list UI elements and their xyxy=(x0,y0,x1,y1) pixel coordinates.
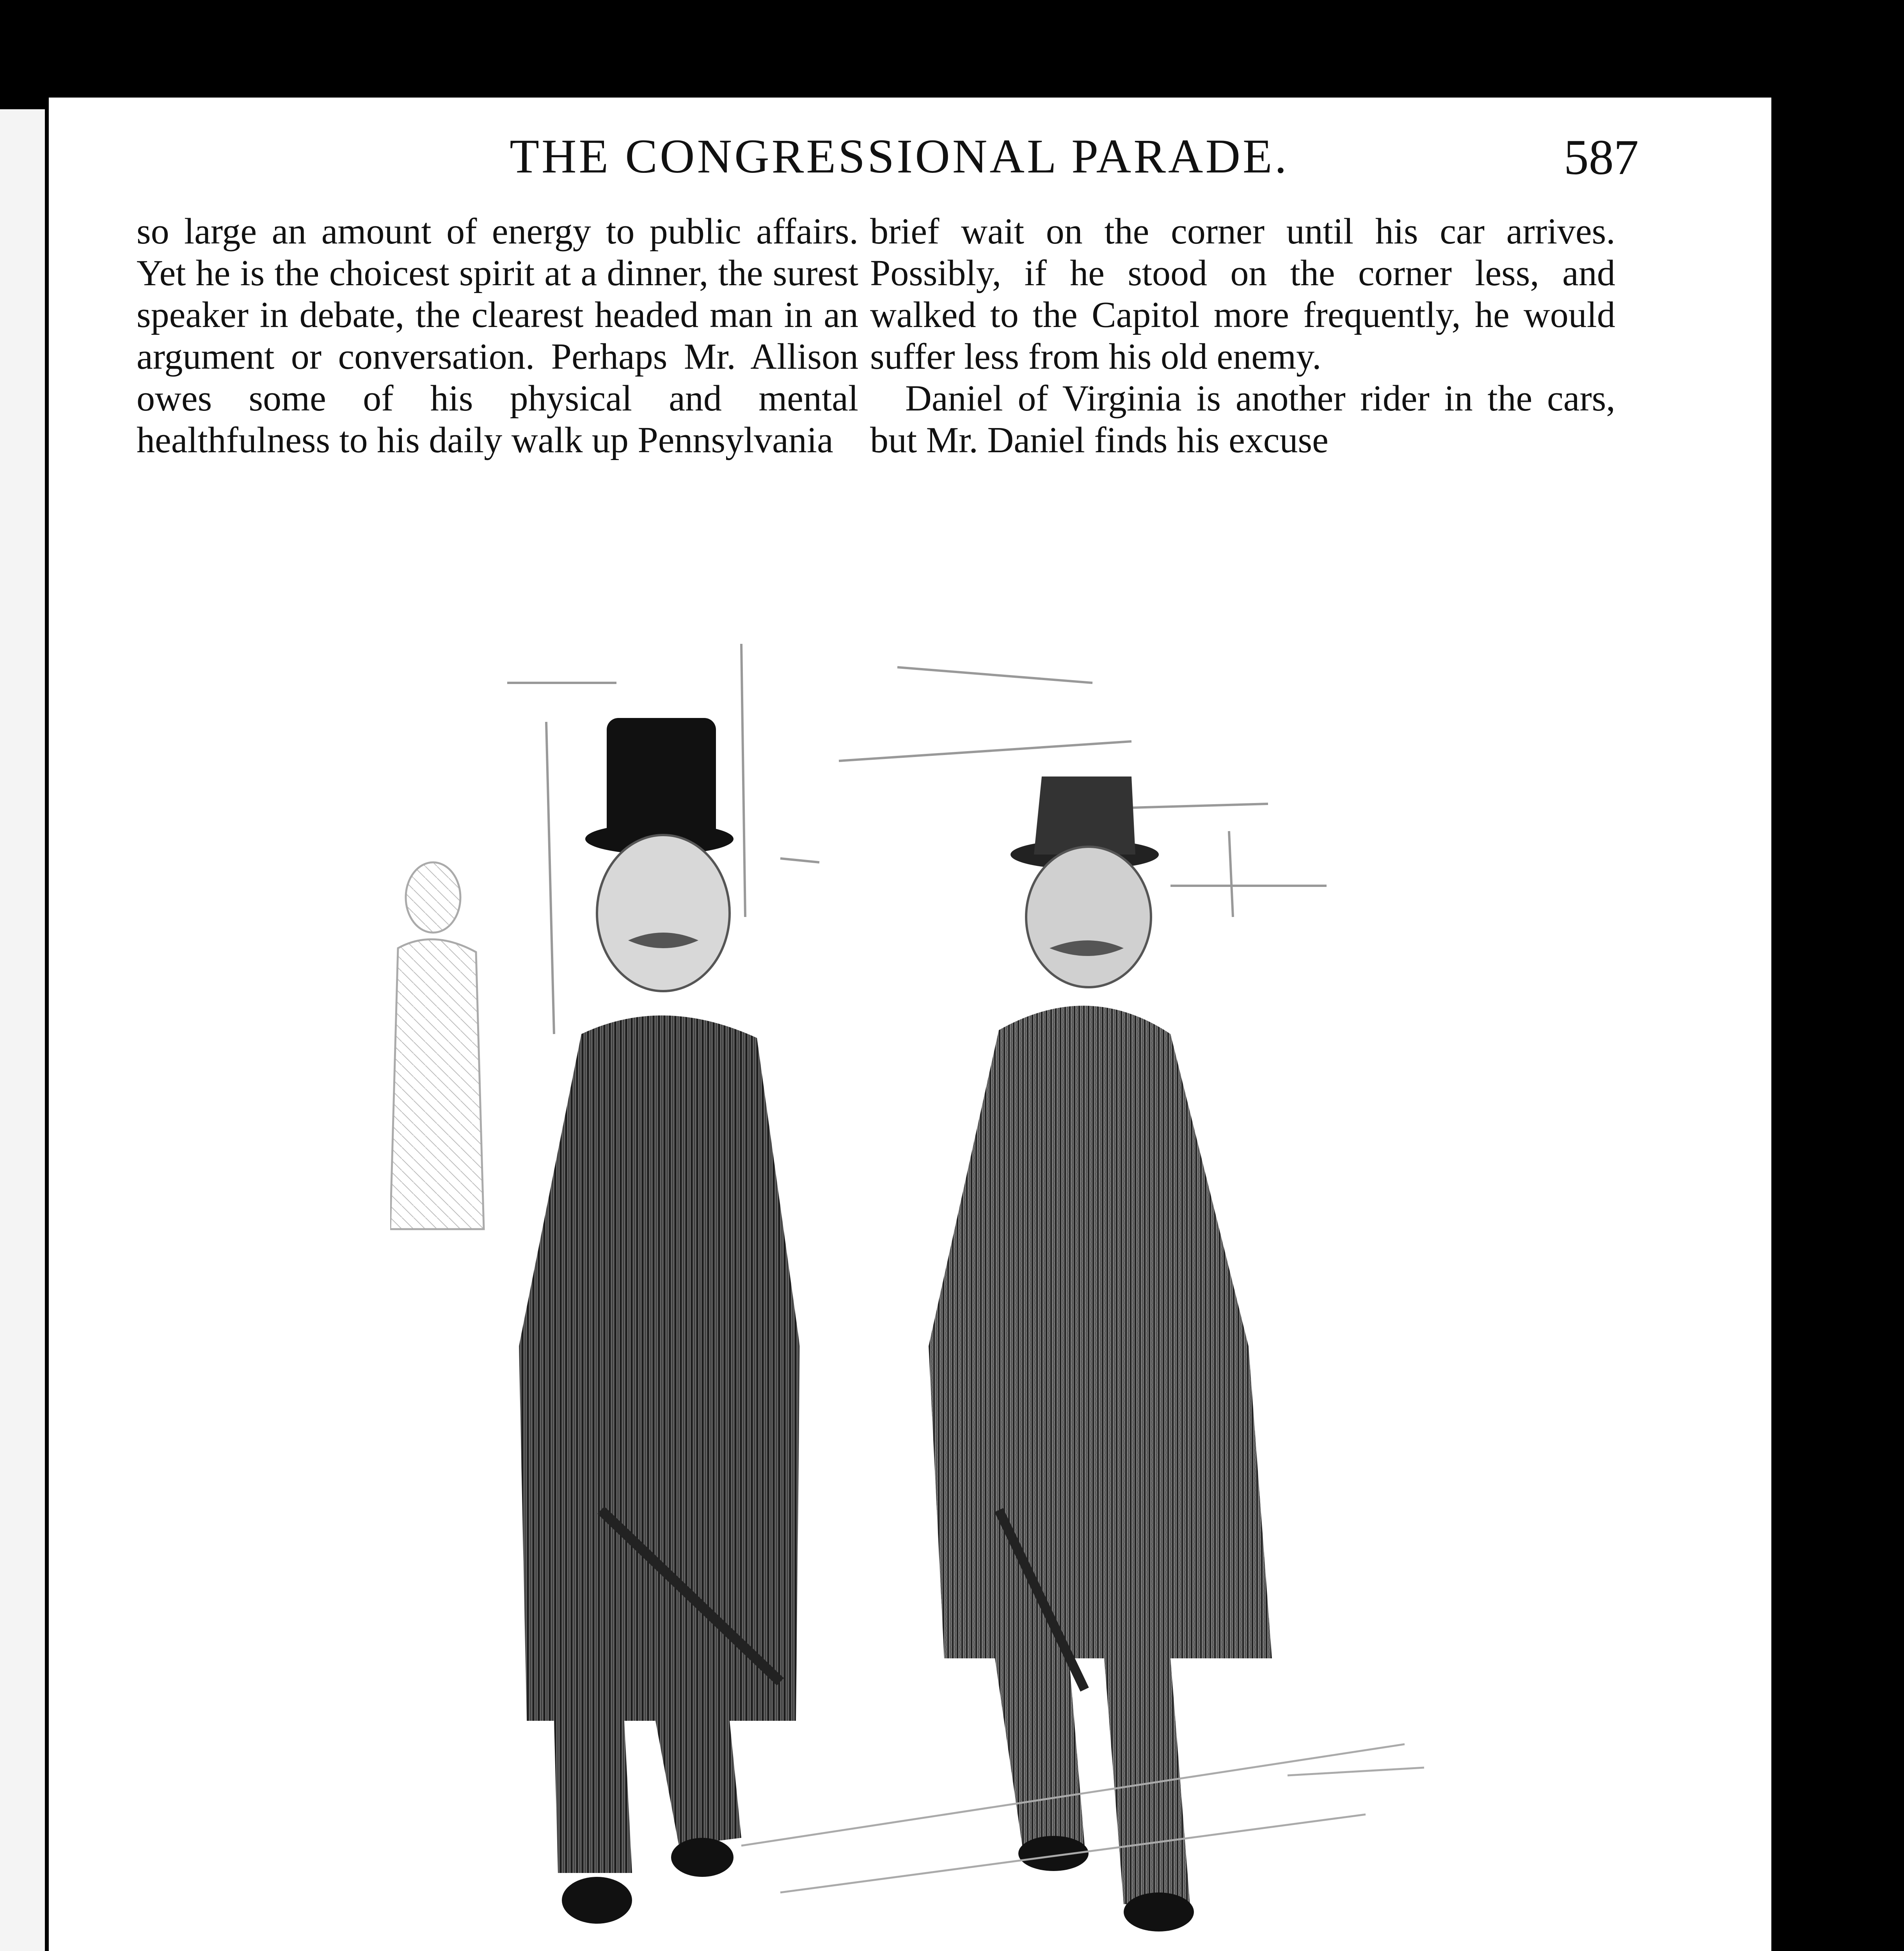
column-top-left xyxy=(137,211,858,461)
column-top-right xyxy=(870,211,1615,461)
running-head-title: THE CONGRESSIONAL PARADE. xyxy=(510,130,1289,183)
background-figure xyxy=(390,862,484,1229)
paragraph: so large an amount of energy to public affairs. Yet he is the choicest spirit at a dinner, the surest speaker in debate, the clearest headed man in an argument or conversation. Perhaps Mr. Allison owes some of his physical and mental healthfulness to his daily walk up Pennsylvania xyxy=(137,211,858,460)
paragraph: Daniel of Virginia is another rider in the cars, but Mr. Daniel finds his excuse xyxy=(870,378,1615,460)
illustration-two-men-walking xyxy=(390,644,1444,1951)
ground-sketch xyxy=(741,1744,1424,1892)
paragraph: brief wait on the corner until his car arrives. Possibly, if he stood on the corner less, and walked to the Capitol more frequently, he would suffer less from his old enemy. xyxy=(870,211,1615,377)
page-number: 587 xyxy=(1564,130,1639,185)
previous-page-edge xyxy=(0,109,45,1951)
cameron-figure xyxy=(519,718,800,1924)
bingham-figure xyxy=(929,776,1272,1931)
